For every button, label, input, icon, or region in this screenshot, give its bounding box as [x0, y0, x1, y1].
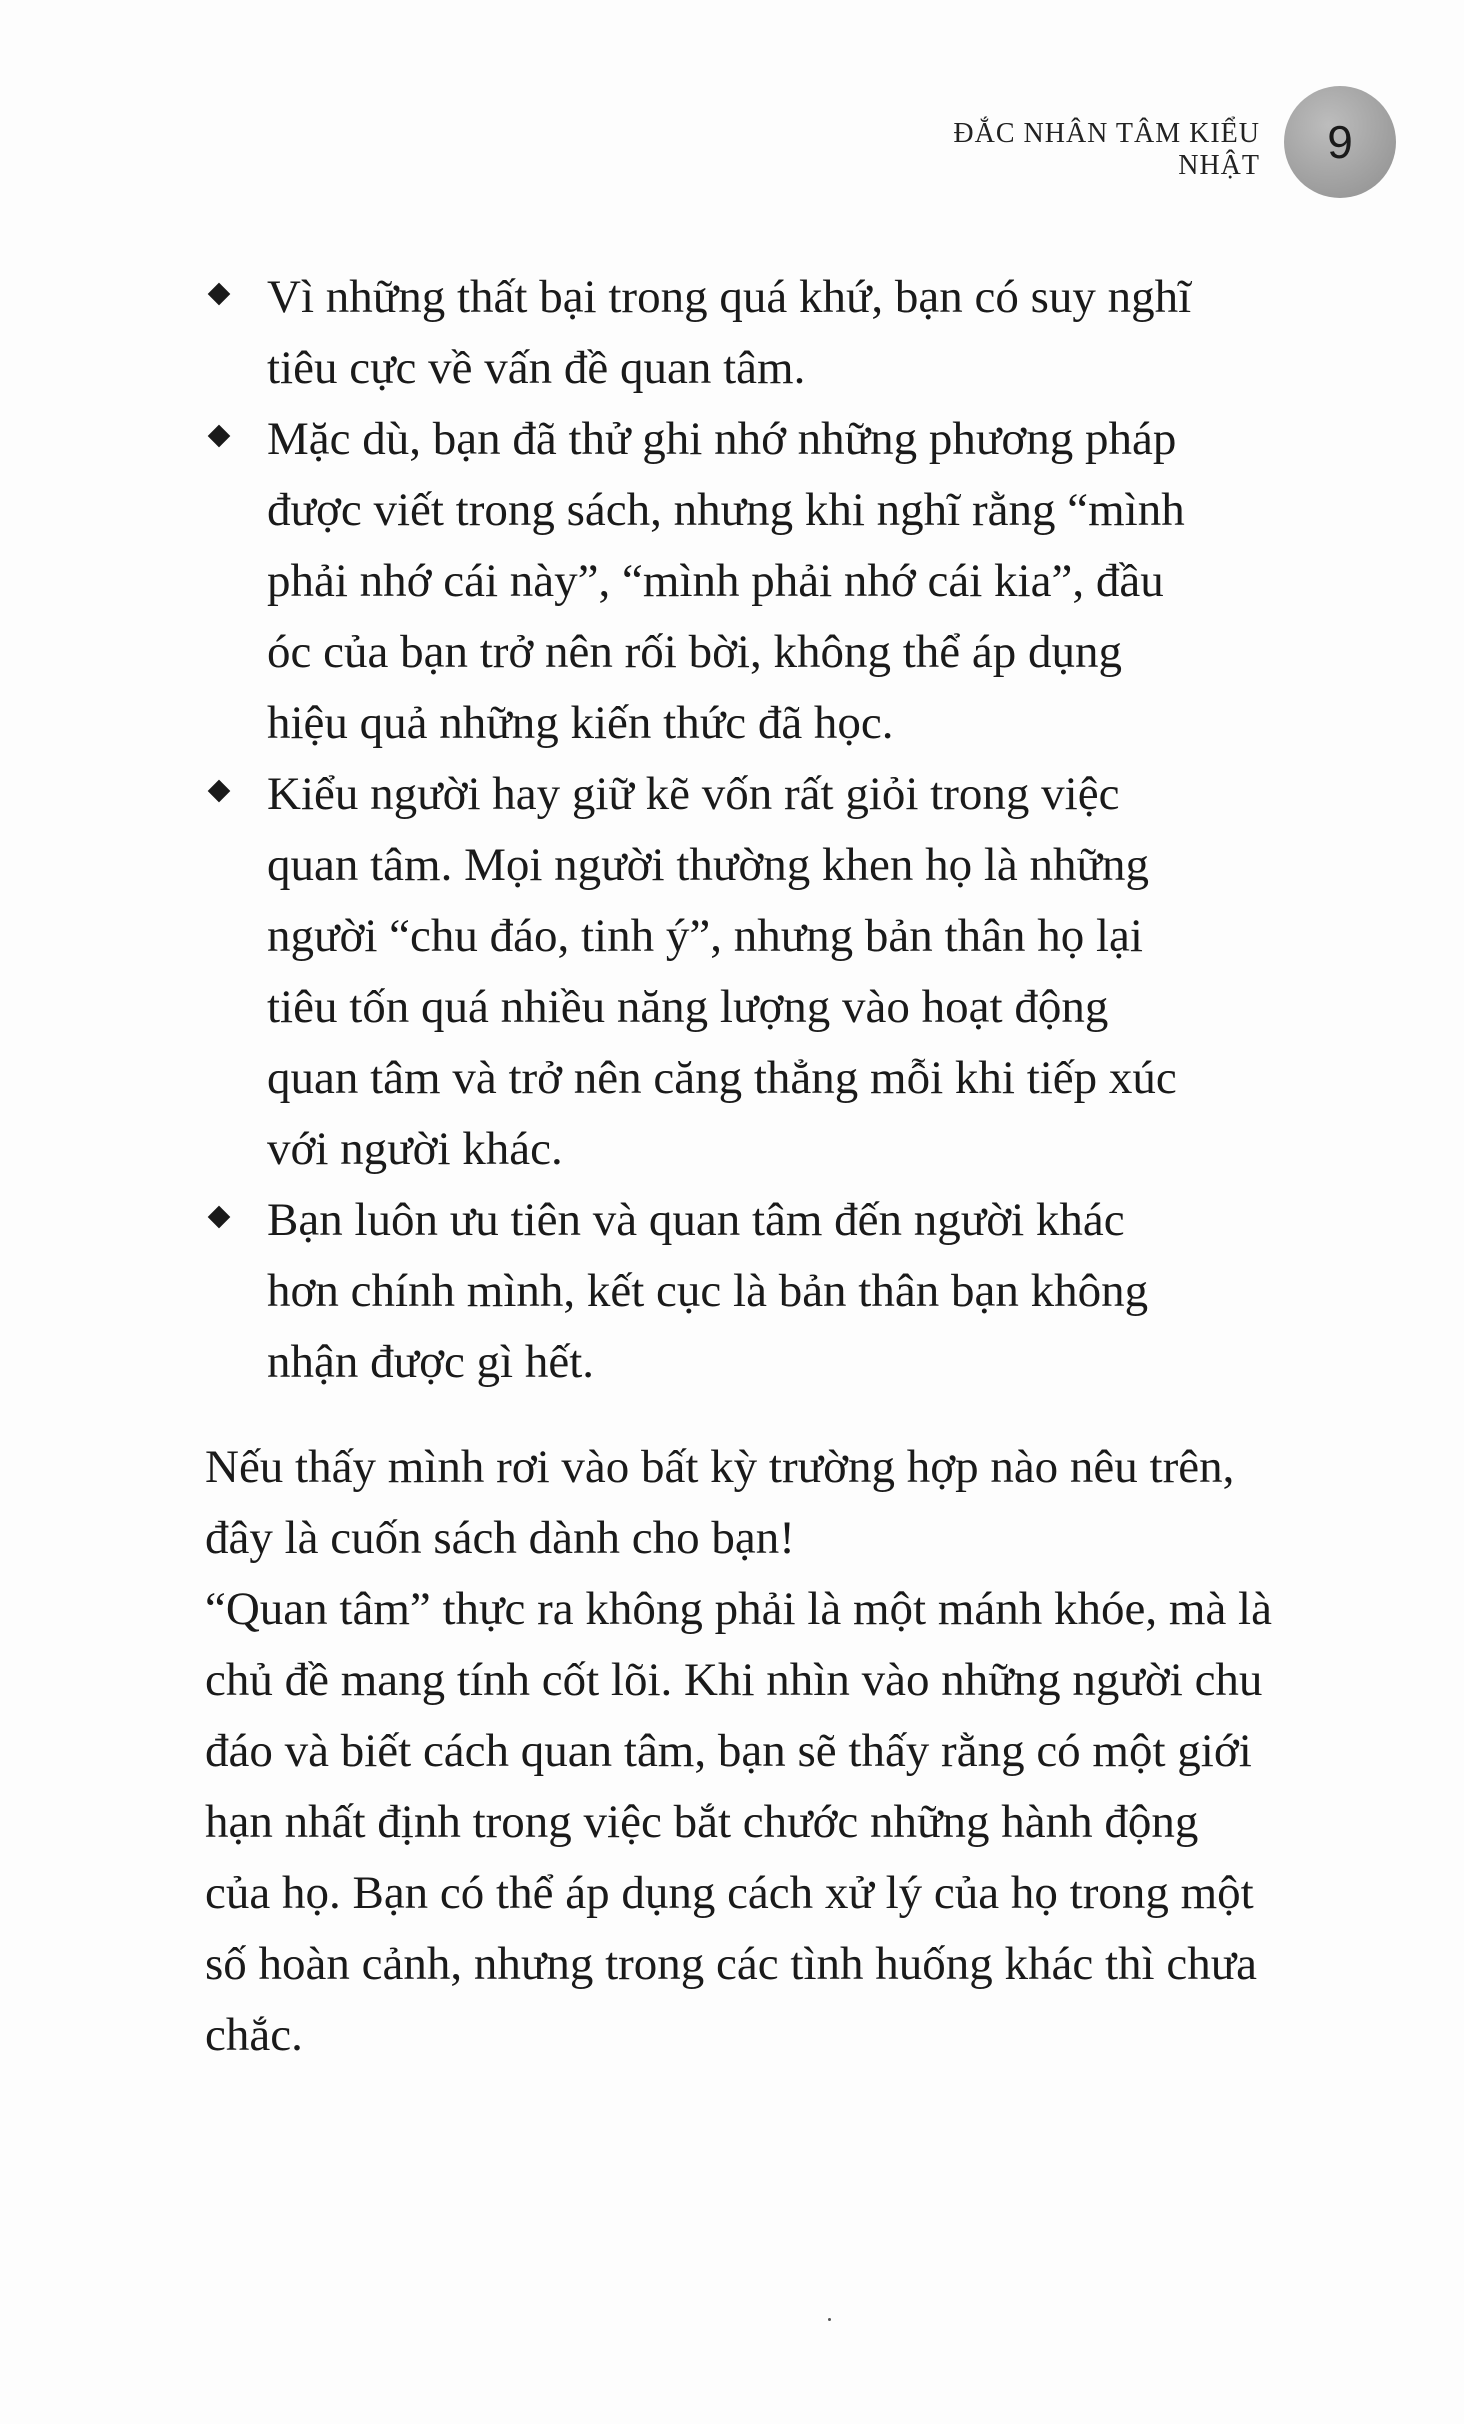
bullet-item: [205, 404, 1205, 759]
bullet-text: Bạn luôn ưu tiên và quan tâm đến người khác hơn chính mình, kết cục là bản thân bạn không nhận được gì hết.: [267, 1194, 1149, 1388]
bullet-text: Kiểu người hay giữ kẽ vốn rất giỏi trong việc quan tâm. Mọi người thường khen họ là những người “chu đáo, tinh ý”, nhưng bản thân họ lại tiêu tốn quá nhiều năng lượng vào hoạt động quan tâm và trở nên căng thẳng mỗi khi tiếp xúc với người khác.: [267, 768, 1177, 1175]
body-paragraph: “Quan tâm” thực ra không phải là một mánh khóe, mà là chủ đề mang tính cốt lõi. Khi nhìn vào những người chu đáo và biết cách quan tâm, bạn sẽ thấy rằng có một giới hạn nhất định trong việc bắt chước những hành động của họ. Bạn có thể áp dụng cách xử lý của họ trong một số hoàn cảnh, nhưng trong các tình huống khác thì chưa chắc.: [205, 1583, 1272, 2061]
bullet-text: Mặc dù, bạn đã thử ghi nhớ những phương pháp được viết trong sách, nhưng khi nghĩ rằng “mình phải nhớ cái này”, “mình phải nhớ cái kia”, đầu óc của bạn trở nên rối bời, không thể áp dụng hiệu quả những kiến thức đã học.: [267, 413, 1185, 749]
bullet-item: [205, 759, 1205, 1185]
bullet-item: [205, 1185, 1205, 1398]
diamond-bullet-icon: [208, 425, 231, 448]
page-number: 9: [1327, 116, 1353, 168]
diamond-bullet-icon: [208, 283, 231, 306]
print-speck: [828, 2318, 831, 2321]
running-title: ĐẮC NHÂN TÂM KIỂU NHẬT: [953, 118, 1260, 181]
page-number-badge: [1284, 86, 1396, 198]
bullet-item: [205, 262, 1205, 404]
diamond-bullet-icon: [208, 1206, 231, 1229]
body-paragraph: Nếu thấy mình rơi vào bất kỳ trường hợp nào nêu trên, đây là cuốn sách dành cho bạn!: [205, 1441, 1235, 1564]
diamond-bullet-icon: [208, 780, 231, 803]
bullet-list: [205, 262, 1205, 1398]
bullet-text: Vì những thất bại trong quá khứ, bạn có suy nghĩ tiêu cực về vấn đề quan tâm.: [267, 271, 1192, 394]
